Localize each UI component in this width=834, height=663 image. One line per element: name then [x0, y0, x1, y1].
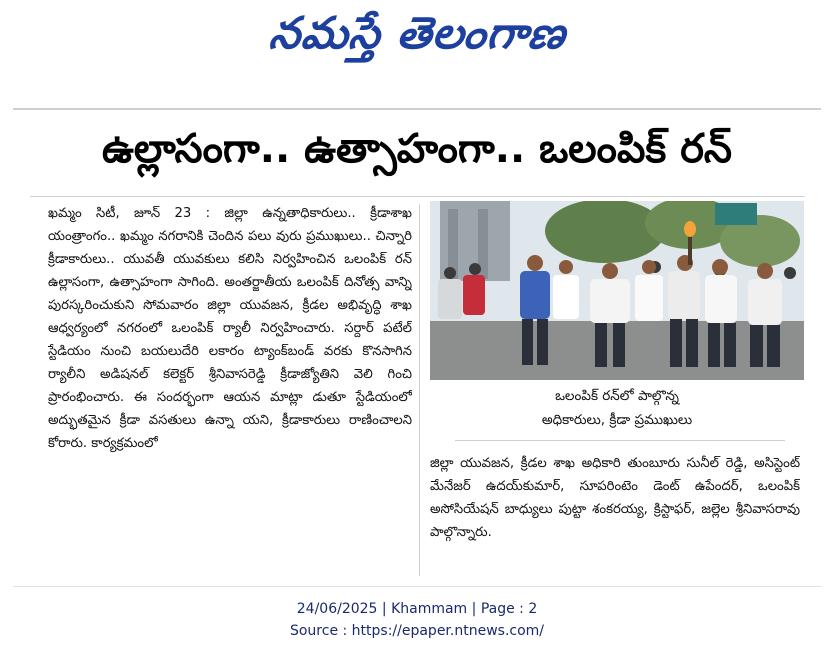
masthead: [0, 0, 834, 78]
photo-caption-line1: ఒలంపిక్ రన్‌లో పాల్గొన్న: [555, 388, 679, 404]
photo-caption: [430, 384, 804, 432]
news-photo: [430, 201, 804, 380]
footer-date-edition: 24/06/2025 | Khammam | Page : 2: [296, 601, 538, 617]
footer-source-link[interactable]: Source : https://epaper.ntnews.com/: [289, 623, 545, 639]
article-body-right-column: జిల్లా యువజన, క్రీడల శాఖ అధికారి తుంబూరు సునీల్ రెడ్డి, అసిస్టెంట్ మేనేజర్ ఉదయ్‌కుమార్, సూపరింటెం డెంట్ ఉపేందర్, ఒలంపిక్ అసోసియేషన్ బాధ్యులు పుట్టా శంకరయ్య, క్రిస్టాఫర్, జల్లెల శ్రీనివాసరావు పాల్గొన్నారు.: [430, 456, 800, 540]
newspaper-logo: నమస్తే తెలంగాణ: [266, 8, 569, 59]
source-footer: [0, 598, 834, 642]
column-divider: [419, 204, 420, 576]
article-body-left-column: ఖమ్మం సిటీ, జూన్ 23 : జిల్లా ఉన్నతాధికారులు.. క్రీడాశాఖ యంత్రాంగం.. ఖమ్మం నగరానికి చెందిన పలు వురు ప్రముఖులు.. చిన్నారి క్రీడాకారులు.. యువతీ యువకులు కలిసి నిర్వహించిన ఒలంపిక్ రన్ ఉల్లాసంగా, ఉత్సాహంగా సాగింది. అంతర్జాతీయ ఒలంపిక్ దినోత్స వాన్ని పురస్కరించుకుని సోమవారం జిల్లా యువజన, క్రీడల అభివృద్ధి శాఖ ఆధ్వర్యంలో నగరంలో ఒలంపిక్ ర్యాలీ నిర్వహించారు. సర్దార్ పటేల్ స్టేడియం నుంచి బయలుదేరి లకారం ట్యాంక్‌బండ్ వరకు కొనసాగిన ర్యాలీని అడిషనల్ కలెక్టర్ శ్రీనివాసరెడ్డి క్రీడాజ్యోతిని వెలి గించి ప్రారంభించారు. ఈ సందర్భంగా ఆయన మాట్లా డుతూ స్టేడియంలో అద్భుతమైన క్రీడా వసతులు ఉన్నా యని, క్రీడాకారులు రాణించాలని కోరారు. కార్యక్రమంలో: [48, 206, 412, 451]
headline-divider: [30, 196, 805, 197]
caption-divider: [455, 440, 785, 441]
photo-caption-line2: అధికారులు, క్రీడా ప్రముఖులు: [541, 412, 693, 428]
group-runners-photo-icon: [430, 201, 804, 380]
article-headline: ఉల్లాసంగా.. ఉత్సాహంగా.. ఒలంపిక్ రన్: [102, 126, 732, 172]
